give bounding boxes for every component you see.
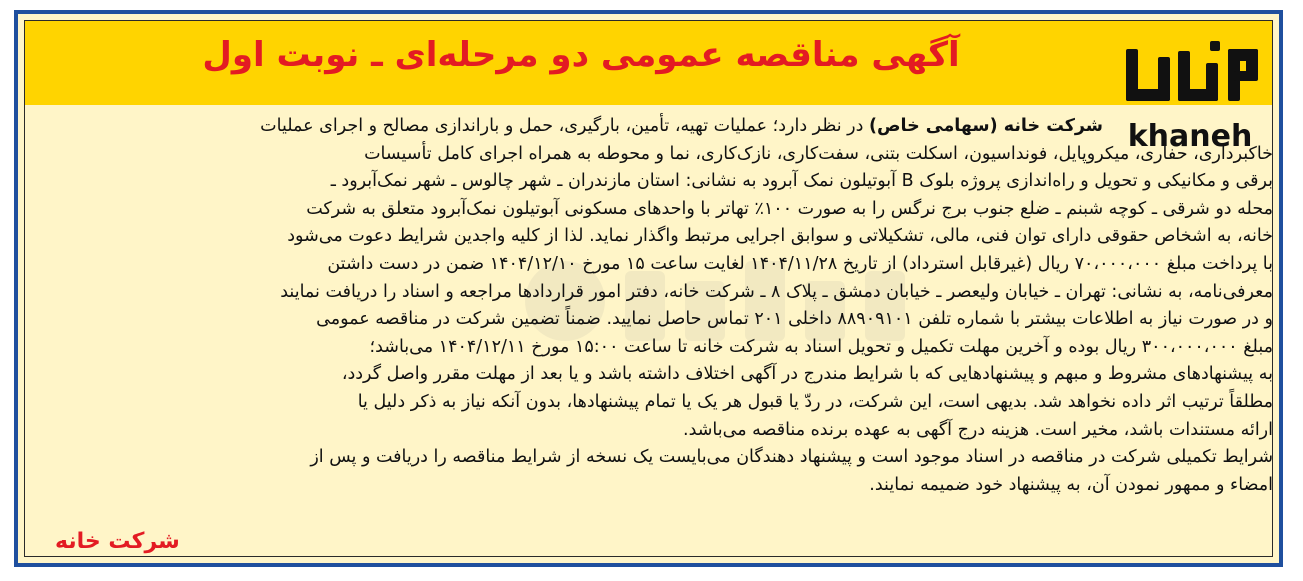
notice-inner-border (24, 20, 1273, 557)
title-banner (25, 21, 1272, 105)
logo-wordmark: khaneh (1127, 119, 1253, 154)
body-line: معرفی‌نامه، به نشانی: تهران ـ خیابان ولیعصر ـ خیابان دمشق ـ پلاک ۸ ـ شرکت خانه، دفتر امور قراردادها مراجعه و اسناد را دریافت نمایند (280, 281, 1273, 302)
body-line: محله دو شرقی ـ کوچه شبنم ـ ضلع جنوب برج نرگس را به صورت ۱۰۰٪ تهاتر با واحدهای مسکونی آبوتیلون نمک‌آبرود متعلق به شرکت (306, 198, 1273, 219)
body-line: ارائه مستندات باشد، مخیر است. هزینه درج آگهی به عهده برنده مناقصه می‌باشد. (683, 419, 1273, 440)
company-name: شرکت خانه (سهامی خاص) (868, 116, 1103, 136)
signature: شرکت خانه (55, 529, 180, 554)
body-line: خانه، به اشخاص حقوقی دارای توان فنی، مالی، تشکیلاتی و سوابق اجرایی مرتبط واگذار نماید. لذا از کلیه واجدین شرایط دعوت می‌شود (287, 226, 1273, 247)
body-line: برقی و مکانیکی و تحویل و راه‌اندازی پروژه بلوک B آبوتیلون نمک آبرود به نشانی: استان مازندران ـ شهر چالوس ـ شهر نمک‌آبرود ـ (330, 171, 1273, 192)
body-line: به پیشنهادهای مشروط و مبهم و پیشنهادهایی که با شرایط مندرج در آگهی اختلاف داشته باشد و یا بعد از مهلت مقرر واصل گردد، (341, 364, 1273, 385)
body-line: امضاء و ممهور نمودن آن، به پیشنهاد خود ضمیمه نمایند. (869, 474, 1273, 495)
body-line: با پرداخت مبلغ ۷۰،۰۰۰،۰۰۰ ریال (غیرقابل استرداد) از تاریخ ۱۴۰۴/۱۱/۲۸ لغایت ساعت ۱۵ مورخ ۱۴۰۴/۱۲/۱۰ ضمن در دست داشتن (327, 253, 1273, 274)
khaneh-logo-glyph-icon (1112, 33, 1268, 117)
body-line: شرکت خانه (سهامی خاص) در نظر دارد؛ عملیات تهیه، تأمین، بارگیری، حمل و باراندازی مصالح و اجرای عملیات (260, 116, 1103, 136)
body-line: شرایط تکمیلی شرکت در مناقصه در اسناد موجود است و پیشنهاد دهندگان می‌بایست یک نسخه از شرایط مناقصه را دریافت و پس از (310, 447, 1273, 468)
notice-frame (14, 10, 1283, 567)
body-line: و در صورت نیاز به اطلاعات بیشتر با شماره تلفن ۸۸۹۰۹۱۰۱ داخلی ۲۰۱ تماس حاصل نمایید. ضمناً تضمین شرکت در مناقصه عمومی (316, 309, 1273, 330)
notice-title: آگهی مناقصه عمومی دو مرحله‌ای ـ نوبت اول (202, 35, 960, 75)
body-line: خاکبرداری، حفاری، میکروپایل، فونداسیون، اسکلت بتنی، سفت‌کاری، نازک‌کاری، نما و محوطه به همراه اجرای کامل تأسیسات (364, 143, 1273, 164)
body-line: مطلقاً ترتیب اثر داده نخواهد شد. بدیهی است، این شرکت، در ردّ یا قبول هر یک یا تمام پیشنهادها، بدون آنکه نیاز به ذکر دلیل یا (357, 391, 1273, 412)
notice-body (55, 113, 1273, 499)
body-line: مبلغ ۳۰۰،۰۰۰،۰۰۰ ریال بوده و آخرین مهلت تکمیل و تحویل اسناد به شرکت خانه تا ساعت ۱۵:۰۰ مورخ ۱۴۰۴/۱۲/۱۱ می‌باشد؛ (369, 336, 1273, 357)
